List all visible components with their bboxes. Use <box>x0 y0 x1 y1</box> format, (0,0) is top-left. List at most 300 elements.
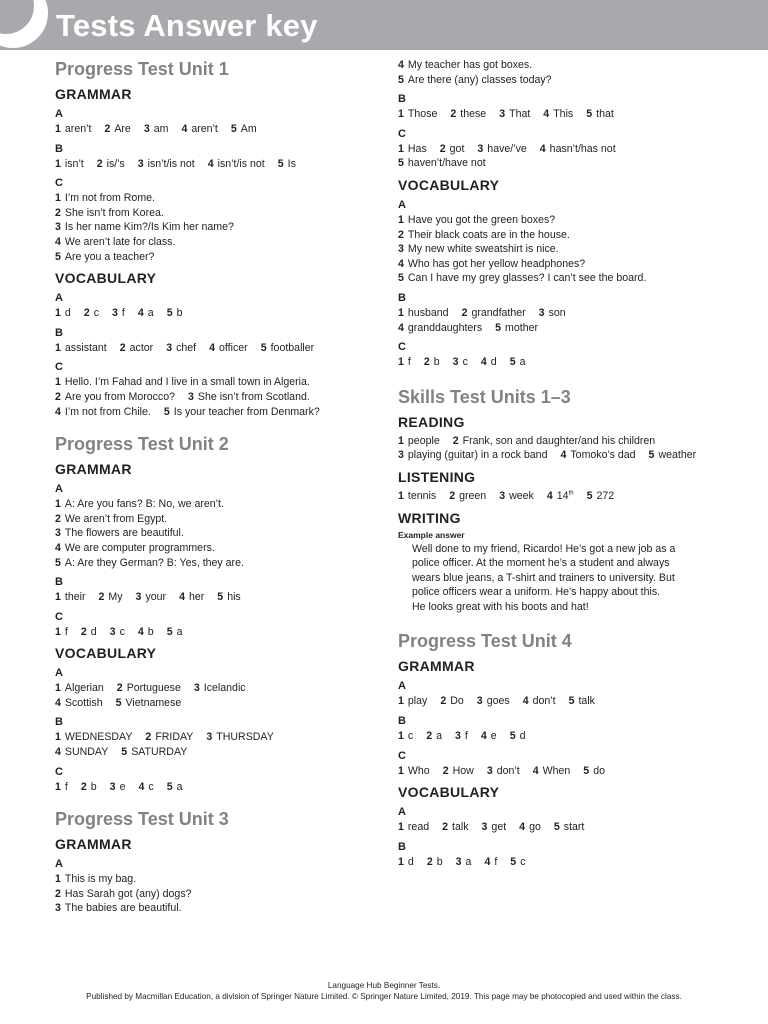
test-block <box>398 630 738 869</box>
answer-item <box>55 626 68 638</box>
section-heading: GRAMMAR <box>55 836 132 853</box>
answer-line <box>398 355 738 370</box>
answer-number: 3 <box>452 356 459 369</box>
answer-item <box>97 158 125 170</box>
answer-text: My <box>108 591 123 604</box>
answer-line <box>398 321 738 336</box>
answer-line <box>398 820 738 835</box>
answer-item <box>55 591 86 603</box>
answer-line <box>55 497 385 512</box>
answer-number: 1 <box>55 682 61 695</box>
answer-line <box>55 341 385 356</box>
answer-item <box>84 307 99 319</box>
answer-item <box>398 356 411 368</box>
answer-text: Portuguese <box>126 682 181 695</box>
answer-item <box>398 821 429 833</box>
answer-number: 4 <box>55 235 61 248</box>
answer-item <box>55 731 132 743</box>
answer-number: 2 <box>145 731 152 744</box>
answer-number: 4 <box>522 695 529 708</box>
answer-line <box>398 489 738 504</box>
answer-number: 2 <box>450 108 457 121</box>
answer-text: Has Sarah got (any) dogs? <box>64 887 192 900</box>
answer-item <box>55 236 175 248</box>
answer-number: 3 <box>477 142 484 155</box>
answer-item <box>55 307 71 319</box>
answer-text: Their black coats are in the house. <box>407 228 570 241</box>
answer-text: f <box>64 780 68 793</box>
answer-number: 4 <box>398 257 404 270</box>
answer-number: 1 <box>55 591 61 604</box>
answer-number: 3 <box>109 780 116 793</box>
answer-text: play <box>407 695 428 708</box>
answer-item <box>484 856 497 868</box>
answer-number: 2 <box>439 142 446 155</box>
answer-number: 4 <box>480 730 487 743</box>
example-answer-line: police officers wear a uniform. He’s happy about this. <box>412 586 661 599</box>
exercise-label: A <box>55 858 63 871</box>
answer-item <box>586 108 614 120</box>
answer-text: a <box>176 625 183 638</box>
answer-number: 4 <box>179 591 185 604</box>
answer-text: your <box>145 591 167 604</box>
answer-line <box>55 541 385 556</box>
answer-line <box>55 375 385 390</box>
answer-text: hasn’t/has not <box>549 142 616 155</box>
answer-text: 14th <box>556 489 574 502</box>
answer-number: 3 <box>499 108 506 121</box>
answer-text: these <box>460 108 487 121</box>
answer-item <box>649 449 697 461</box>
answer-text: e <box>119 780 126 793</box>
test-title: Skills Test Units 1–3 <box>398 386 571 407</box>
answer-line <box>398 228 738 243</box>
answer-text: weather <box>658 449 697 462</box>
answer-number: 1 <box>55 341 61 354</box>
answer-number: 3 <box>538 306 545 319</box>
answer-text: f <box>64 625 68 638</box>
answer-item <box>81 781 97 793</box>
answer-number: 2 <box>80 780 87 793</box>
answer-text: b <box>433 356 440 369</box>
answer-text: d <box>519 730 526 743</box>
answer-text: footballer <box>270 341 315 354</box>
answer-item <box>116 697 182 709</box>
answer-line <box>55 250 385 265</box>
answer-item <box>481 730 497 742</box>
answer-text: c <box>462 356 468 369</box>
answer-item <box>120 342 153 354</box>
answer-item <box>450 108 486 120</box>
answer-item <box>55 513 167 525</box>
answer-text: I’m not from Rome. <box>64 192 155 205</box>
answer-item <box>398 322 482 334</box>
answer-number: 4 <box>532 764 539 777</box>
answer-text: Do <box>450 695 464 708</box>
answer-item <box>398 307 449 319</box>
exercise-label: A <box>55 667 63 680</box>
answer-text: talk <box>452 821 469 834</box>
answer-line <box>398 729 738 744</box>
answer-line <box>398 156 738 171</box>
answer-text: people <box>407 434 440 447</box>
answer-text: Frank, son and daughter/and his children <box>462 434 656 447</box>
answer-number: 5 <box>509 356 516 369</box>
test-title: Progress Test Unit 2 <box>55 434 229 455</box>
left-column <box>55 58 385 916</box>
example-answer-label: Example answer <box>398 529 465 540</box>
answer-item <box>117 682 181 694</box>
answer-text: How <box>452 764 474 777</box>
answer-item <box>398 258 585 270</box>
answer-item <box>583 765 605 777</box>
answer-number: 1 <box>55 307 61 320</box>
answer-number: 4 <box>207 157 214 170</box>
example-answer-line: Well done to my friend, Ricardo! He’s got a new job as a <box>412 542 676 555</box>
answer-number: 2 <box>55 206 61 219</box>
answer-number: 3 <box>398 449 404 462</box>
answer-item <box>261 342 315 354</box>
answer-text: their <box>64 591 86 604</box>
answer-item <box>455 730 468 742</box>
answer-item <box>481 356 497 368</box>
answer-text: don’t <box>532 695 556 708</box>
answer-text: The flowers are beautiful. <box>64 527 184 540</box>
exercise-label: B <box>55 142 63 155</box>
footer-copyright: Published by Macmillan Education, a division of Springer Nature Limited. © Springer Nature Limited, 2019. This page may be photocopied and used within the class. <box>86 992 682 1001</box>
answer-text: My teacher has got boxes. <box>407 59 533 71</box>
answer-text: c <box>93 307 100 320</box>
answer-number: 3 <box>486 764 493 777</box>
answer-text: a <box>176 780 183 793</box>
answer-text: read <box>407 821 430 834</box>
answer-text: son <box>548 306 566 319</box>
answer-line <box>55 512 385 527</box>
answer-item <box>533 765 571 777</box>
answer-item <box>55 527 184 539</box>
answer-text: I’m not from Chile. <box>64 405 151 418</box>
section-heading: VOCABULARY <box>55 270 157 287</box>
section-heading: GRAMMAR <box>398 658 475 675</box>
answer-number: 3 <box>455 730 461 743</box>
answer-item <box>55 391 175 403</box>
answer-number: 5 <box>509 730 516 743</box>
test-title: Progress Test Unit 4 <box>398 631 572 652</box>
answer-text: is/’s <box>106 157 125 170</box>
answer-text: grandfather <box>471 306 526 319</box>
answer-text: do <box>593 764 605 777</box>
exercise-label: A <box>55 292 63 305</box>
answer-line <box>398 764 738 779</box>
answer-text: Is <box>287 157 296 170</box>
answer-text: his <box>227 591 241 604</box>
answer-item <box>217 591 240 603</box>
answer-text: A: Are they German? B: Yes, they are. <box>64 556 244 569</box>
answer-line <box>55 681 385 696</box>
answer-item <box>110 626 125 638</box>
answer-line <box>55 872 385 887</box>
answer-number: 1 <box>398 142 404 155</box>
answer-line <box>398 213 738 228</box>
answer-number: 5 <box>398 157 404 170</box>
answer-number: 1 <box>55 731 61 744</box>
answer-item <box>443 765 474 777</box>
answer-number: 3 <box>137 157 144 170</box>
answer-text: Are there (any) classes today? <box>407 73 552 86</box>
answer-item <box>144 123 169 135</box>
answer-number: 5 <box>55 250 61 263</box>
answer-item <box>179 591 204 603</box>
answer-number: 2 <box>426 730 433 743</box>
answer-line <box>398 242 738 257</box>
answer-text: Are <box>114 123 131 135</box>
answer-text: d <box>90 625 97 638</box>
answer-item <box>104 123 130 135</box>
answer-number: 4 <box>209 341 216 354</box>
answer-number: 5 <box>277 157 284 170</box>
answer-line <box>55 526 385 541</box>
answer-number: 3 <box>398 243 404 256</box>
answer-line <box>55 405 385 420</box>
answer-number: 2 <box>449 489 456 502</box>
answer-item <box>55 342 107 354</box>
answer-number: 2 <box>104 123 111 135</box>
answer-number: 5 <box>55 556 61 569</box>
answer-text: f <box>407 356 411 369</box>
answer-line <box>55 625 385 640</box>
answer-item <box>477 695 510 707</box>
answer-text: a <box>147 307 154 320</box>
answer-text: green <box>459 489 487 502</box>
answer-number: 1 <box>398 356 404 369</box>
page-header <box>0 0 768 50</box>
answer-number: 4 <box>181 123 188 135</box>
answer-line <box>55 235 385 250</box>
answer-text: have/’ve <box>487 142 527 155</box>
test-title: Progress Test Unit 3 <box>55 809 229 830</box>
section-heading: GRAMMAR <box>55 461 132 478</box>
answer-number: 5 <box>398 73 404 86</box>
answer-item <box>55 376 310 388</box>
answer-text: isn’t/is not <box>147 157 195 170</box>
answer-item <box>499 108 530 120</box>
answer-item <box>398 59 532 71</box>
answer-item <box>167 626 183 638</box>
answer-item <box>510 856 525 868</box>
test-block <box>55 58 385 419</box>
answer-number: 3 <box>55 221 61 234</box>
answer-number: 2 <box>55 512 61 525</box>
answer-number: 3 <box>135 591 142 604</box>
answer-text: f <box>494 855 498 868</box>
answer-text: Has <box>407 142 427 155</box>
answer-item <box>55 746 108 758</box>
section-heading: GRAMMAR <box>55 86 132 102</box>
answer-number: 2 <box>461 306 468 319</box>
answer-item <box>442 821 468 833</box>
answer-item <box>138 626 154 638</box>
answer-line <box>398 855 738 870</box>
answer-line <box>55 696 385 711</box>
answer-number: 1 <box>55 873 61 886</box>
answer-item <box>55 781 68 793</box>
answer-line <box>398 257 738 272</box>
answer-number: 5 <box>121 746 128 759</box>
answer-item <box>427 856 443 868</box>
section-heading: LISTENING <box>398 468 476 485</box>
answer-text: tennis <box>407 489 437 502</box>
answer-item <box>398 108 437 120</box>
answer-text: Algerian <box>64 682 104 695</box>
answer-number: 4 <box>55 405 61 418</box>
answer-number: 3 <box>481 821 488 834</box>
answer-number: 1 <box>55 192 61 205</box>
answer-text: When <box>542 764 571 777</box>
answer-number: 4 <box>55 746 61 759</box>
section-heading: VOCABULARY <box>398 176 500 193</box>
answer-item <box>449 490 486 502</box>
answer-item <box>110 781 126 793</box>
answer-text: That <box>509 108 531 121</box>
answer-text: Are you from Morocco? <box>64 390 176 403</box>
footer-source: Language Hub Beginner Tests. <box>327 981 441 990</box>
example-answer-line: He looks great with his boots and hat! <box>412 600 589 613</box>
answer-line <box>55 730 385 745</box>
answer-text: playing (guitar) in a rock band <box>407 449 548 462</box>
answer-item <box>188 391 310 403</box>
answer-text: go <box>529 821 541 834</box>
answer-item <box>560 449 635 461</box>
answer-number: 3 <box>193 682 200 695</box>
answer-item <box>167 307 183 319</box>
answer-number: 2 <box>423 356 430 369</box>
answer-item <box>398 214 555 226</box>
answer-number: 1 <box>55 780 61 793</box>
answer-text: c <box>119 625 125 638</box>
answer-line <box>55 745 385 760</box>
answer-number: 1 <box>398 213 404 226</box>
answer-number: 2 <box>116 682 123 695</box>
answer-line <box>398 107 738 122</box>
answer-item <box>424 356 440 368</box>
section-heading: VOCABULARY <box>55 645 157 662</box>
answer-text: c <box>407 730 414 743</box>
answer-text: Can I have my grey glasses? I can’t see the board. <box>407 272 647 285</box>
answer-number: 4 <box>519 821 526 834</box>
answer-number: 5 <box>230 123 237 135</box>
answer-number: 3 <box>143 123 150 135</box>
exercise-label: B <box>55 576 63 589</box>
answer-item <box>499 490 534 502</box>
answer-item <box>398 272 646 284</box>
answer-text: Who <box>407 764 430 777</box>
answer-number: 1 <box>55 376 61 389</box>
answer-number: 1 <box>398 434 404 447</box>
answer-text: husband <box>407 306 449 319</box>
answer-text: d <box>64 307 71 320</box>
answer-text: We aren’t late for class. <box>64 235 176 248</box>
answer-text: SUNDAY <box>64 746 109 759</box>
answer-number: 4 <box>137 307 144 320</box>
answer-text: b <box>176 307 183 320</box>
test-block <box>55 433 385 794</box>
answer-number: 1 <box>55 123 61 135</box>
answer-text: c <box>520 855 526 868</box>
answer-text: d <box>490 356 497 369</box>
answer-number: 4 <box>480 356 487 369</box>
answer-item <box>453 435 655 447</box>
answer-item <box>554 821 585 833</box>
test-block <box>398 58 738 370</box>
answer-text: Vietnamese <box>125 696 182 709</box>
answer-text: got <box>449 142 465 155</box>
exercise-label: A <box>398 198 406 211</box>
answer-item <box>167 781 183 793</box>
answer-item <box>510 356 526 368</box>
answer-text: don’t <box>496 764 520 777</box>
answer-item <box>540 143 616 155</box>
answer-item <box>55 498 224 510</box>
answer-number: 3 <box>112 307 118 320</box>
answer-item <box>55 406 151 418</box>
test-block <box>398 386 738 615</box>
answer-line <box>55 556 385 571</box>
answer-item <box>398 74 552 86</box>
answer-text: Those <box>407 108 438 121</box>
answer-text: Is her name Kim?/Is Kim her name? <box>64 221 234 234</box>
section-heading: WRITING <box>398 509 461 526</box>
answer-number: 5 <box>510 855 517 868</box>
answer-item <box>539 307 566 319</box>
answer-item <box>519 821 541 833</box>
answer-item <box>138 307 154 319</box>
answer-text: a <box>519 356 526 369</box>
answer-text: haven’t/have not <box>407 157 486 170</box>
answer-item <box>398 730 413 742</box>
answer-text: This is my bag. <box>64 873 137 886</box>
exercise-label: C <box>55 610 63 623</box>
answer-line <box>55 206 385 221</box>
answer-number: 1 <box>398 821 404 834</box>
answer-text: Are you a teacher? <box>64 250 155 263</box>
answer-line <box>398 434 738 449</box>
answer-item <box>55 902 182 914</box>
exercise-label: B <box>398 840 406 853</box>
answer-text: 272 <box>596 489 615 502</box>
answer-text: d <box>407 855 414 868</box>
answer-item <box>456 856 472 868</box>
answer-number: 2 <box>55 390 61 403</box>
answer-item <box>426 730 442 742</box>
answer-text: Have you got the green boxes? <box>407 213 556 226</box>
answer-text: FRIDAY <box>155 731 194 744</box>
ordinal-suffix: th <box>568 490 574 497</box>
answer-text: b <box>436 855 443 868</box>
answer-number: 5 <box>115 696 122 709</box>
answer-number: 4 <box>55 696 61 709</box>
answer-item <box>55 123 91 135</box>
answer-number: 4 <box>539 142 546 155</box>
answer-line <box>398 694 738 709</box>
answer-text: Am <box>240 123 257 135</box>
exercise-label: A <box>55 483 63 496</box>
answer-number: 4 <box>546 489 553 502</box>
answer-item <box>55 682 104 694</box>
answer-item <box>398 435 440 447</box>
answer-text: b <box>147 625 154 638</box>
answer-item <box>208 158 265 170</box>
answer-number: 3 <box>166 341 173 354</box>
